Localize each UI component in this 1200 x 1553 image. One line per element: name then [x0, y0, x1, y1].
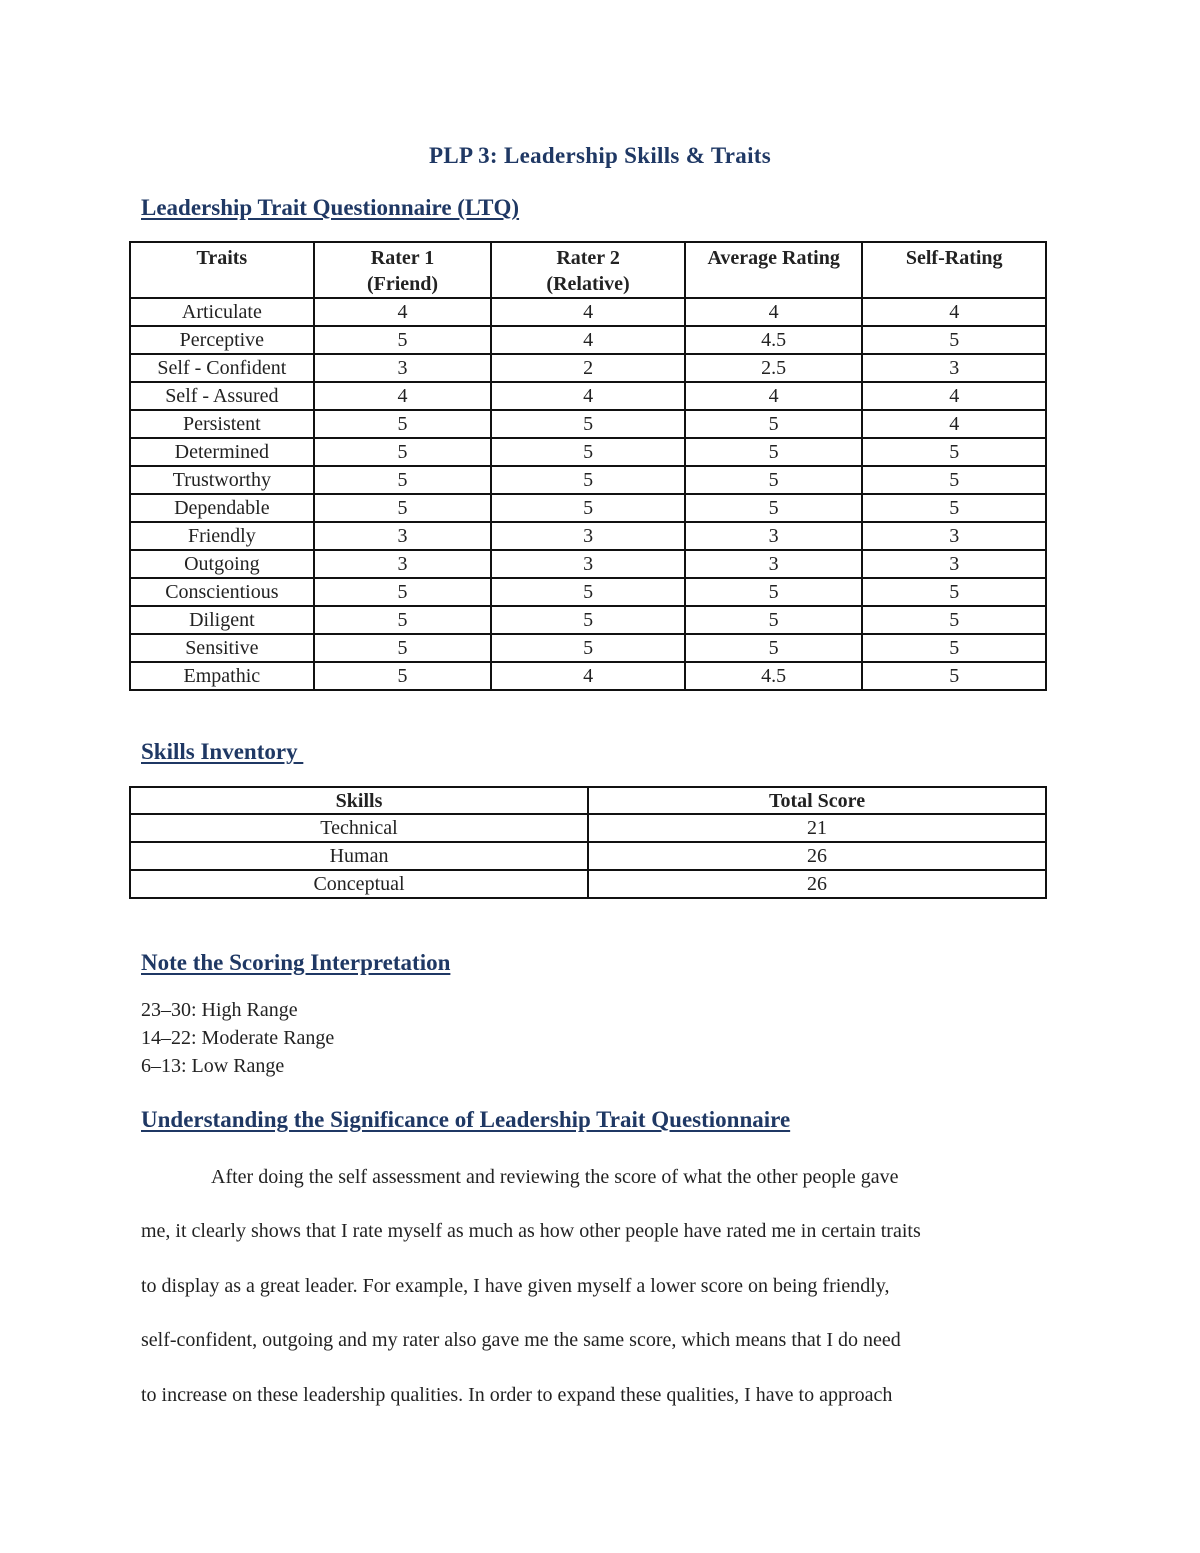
range-low: 6–13: Low Range — [141, 1055, 285, 1077]
trait-name-cell: Outgoing — [130, 550, 314, 578]
rating-cell: 5 — [862, 662, 1046, 690]
column-header-line: Rater 1 — [370, 247, 435, 269]
rating-cell: 3 — [314, 354, 492, 382]
trait-name-cell: Self - Confident — [130, 354, 314, 382]
rating-cell: 5 — [491, 438, 685, 466]
paragraph-line: to increase on these leadership qualities. In order to expand these qualities, I have to approach — [141, 1383, 893, 1406]
trait-name-cell: Self - Assured — [130, 382, 314, 410]
rating-cell: 4 — [491, 662, 685, 690]
rating-cell: 5 — [862, 578, 1046, 606]
rating-cell: 4 — [862, 410, 1046, 438]
column-header-line: Average Rating — [707, 247, 840, 269]
ltq-column-header — [862, 242, 1046, 298]
trait-name-cell: Dependable — [130, 494, 314, 522]
ltq-table-row — [130, 494, 1046, 522]
rating-cell: 3 — [685, 550, 863, 578]
scoring-heading: Note the Scoring Interpretation — [141, 950, 451, 975]
ltq-table-row — [130, 298, 1046, 326]
range-moderate: 14–22: Moderate Range — [141, 1027, 335, 1049]
rating-cell: 5 — [491, 634, 685, 662]
rating-cell: 5 — [314, 438, 492, 466]
rating-cell: 2 — [491, 354, 685, 382]
rating-cell: 5 — [491, 606, 685, 634]
rating-cell: 5 — [685, 494, 863, 522]
paragraph-line: After doing the self assessment and reviewing the score of what the other people gave — [211, 1166, 899, 1188]
skill-score-cell: 26 — [588, 842, 1046, 870]
rating-cell: 3 — [491, 550, 685, 578]
skills-table-row — [130, 842, 1046, 870]
rating-cell: 5 — [862, 606, 1046, 634]
skills-table-header — [130, 787, 1046, 814]
column-header-line: Self-Rating — [905, 247, 1003, 269]
trait-name-cell: Articulate — [130, 298, 314, 326]
trait-name-cell: Sensitive — [130, 634, 314, 662]
column-header-line: Traits — [196, 247, 248, 269]
rating-cell: 4 — [314, 382, 492, 410]
skills-heading: Skills Inventory — [141, 739, 304, 764]
rating-cell: 5 — [685, 438, 863, 466]
rating-cell: 5 — [314, 606, 492, 634]
skills-column-header: Skills — [130, 787, 588, 814]
ltq-table-row — [130, 662, 1046, 690]
ltq-column-header — [130, 242, 314, 298]
skill-score-cell: 26 — [588, 870, 1046, 898]
skills-table-body — [130, 814, 1046, 898]
rating-cell: 3 — [314, 550, 492, 578]
paragraph-line: self-confident, outgoing and my rater also gave me the same score, which means that I do need — [141, 1329, 901, 1352]
rating-cell: 5 — [862, 634, 1046, 662]
ltq-table-row — [130, 438, 1046, 466]
ltq-table-row — [130, 606, 1046, 634]
range-high: 23–30: High Range — [141, 999, 298, 1021]
trait-name-cell: Diligent — [130, 606, 314, 634]
rating-cell: 4 — [314, 298, 492, 326]
trait-name-cell: Friendly — [130, 522, 314, 550]
rating-cell: 5 — [862, 438, 1046, 466]
rating-cell: 5 — [314, 410, 492, 438]
rating-cell: 4.5 — [685, 662, 863, 690]
rating-cell: 3 — [862, 550, 1046, 578]
ltq-table-row — [130, 466, 1046, 494]
rating-cell: 5 — [314, 662, 492, 690]
skills-table-row — [130, 814, 1046, 842]
ltq-column-header — [491, 242, 685, 298]
rating-cell: 5 — [685, 606, 863, 634]
rating-cell: 5 — [862, 466, 1046, 494]
ltq-table-row — [130, 634, 1046, 662]
ltq-header-row — [130, 242, 1046, 298]
ltq-table-row — [130, 382, 1046, 410]
rating-cell: 4 — [491, 326, 685, 354]
ltq-table-row — [130, 354, 1046, 382]
significance-heading: Understanding the Significance of Leadership Trait Questionnaire — [141, 1107, 791, 1132]
trait-name-cell: Determined — [130, 438, 314, 466]
paragraph-line: to display as a great leader. For example, I have given myself a lower score on being friendly, — [141, 1274, 890, 1297]
rating-cell: 5 — [491, 466, 685, 494]
skills-table-row — [130, 870, 1046, 898]
significance-paragraph — [141, 1150, 1071, 1422]
rating-cell: 5 — [862, 494, 1046, 522]
rating-cell: 5 — [862, 326, 1046, 354]
rating-cell: 3 — [862, 354, 1046, 382]
column-header-line: Rater 2 — [556, 247, 620, 269]
rating-cell: 3 — [862, 522, 1046, 550]
rating-cell: 5 — [491, 578, 685, 606]
rating-cell: 5 — [685, 466, 863, 494]
ltq-table-row — [130, 522, 1046, 550]
page-title: PLP 3: Leadership Skills & Traits — [429, 143, 771, 168]
skill-name-cell: Conceptual — [130, 870, 588, 898]
rating-cell: 4.5 — [685, 326, 863, 354]
scoring-ranges — [141, 996, 334, 1080]
ltq-table-row — [130, 550, 1046, 578]
trait-name-cell: Conscientious — [130, 578, 314, 606]
ltq-table-row — [130, 410, 1046, 438]
skills-column-header: Total Score — [588, 787, 1046, 814]
trait-name-cell: Trustworthy — [130, 466, 314, 494]
skills-header-row — [130, 787, 1046, 814]
rating-cell: 4 — [685, 382, 863, 410]
rating-cell: 3 — [314, 522, 492, 550]
skill-score-cell: 21 — [588, 814, 1046, 842]
ltq-column-header — [685, 242, 863, 298]
column-header-line: (Relative) — [546, 273, 630, 295]
paragraph-line: me, it clearly shows that I rate myself as much as how other people have rated me in certain traits — [141, 1220, 921, 1243]
rating-cell: 4 — [491, 298, 685, 326]
rating-cell: 5 — [314, 466, 492, 494]
rating-cell: 4 — [685, 298, 863, 326]
ltq-column-header — [314, 242, 492, 298]
rating-cell: 5 — [685, 634, 863, 662]
rating-cell: 4 — [862, 382, 1046, 410]
skill-name-cell: Technical — [130, 814, 588, 842]
rating-cell: 2.5 — [685, 354, 863, 382]
skills-table — [129, 786, 1047, 899]
rating-cell: 5 — [491, 410, 685, 438]
ltq-table-row — [130, 578, 1046, 606]
ltq-table-body — [130, 298, 1046, 690]
trait-name-cell: Perceptive — [130, 326, 314, 354]
ltq-table-row — [130, 326, 1046, 354]
ltq-heading: Leadership Trait Questionnaire (LTQ) — [141, 195, 520, 220]
column-header-line: (Friend) — [366, 273, 439, 295]
ltq-table — [129, 241, 1047, 691]
rating-cell: 5 — [491, 494, 685, 522]
rating-cell: 5 — [314, 634, 492, 662]
rating-cell: 5 — [314, 578, 492, 606]
rating-cell: 3 — [491, 522, 685, 550]
rating-cell: 5 — [685, 578, 863, 606]
skill-name-cell: Human — [130, 842, 588, 870]
rating-cell: 3 — [685, 522, 863, 550]
rating-cell: 4 — [862, 298, 1046, 326]
rating-cell: 5 — [314, 494, 492, 522]
ltq-table-header — [130, 242, 1046, 298]
trait-name-cell: Empathic — [130, 662, 314, 690]
rating-cell: 4 — [491, 382, 685, 410]
rating-cell: 5 — [314, 326, 492, 354]
trait-name-cell: Persistent — [130, 410, 314, 438]
rating-cell: 5 — [685, 410, 863, 438]
